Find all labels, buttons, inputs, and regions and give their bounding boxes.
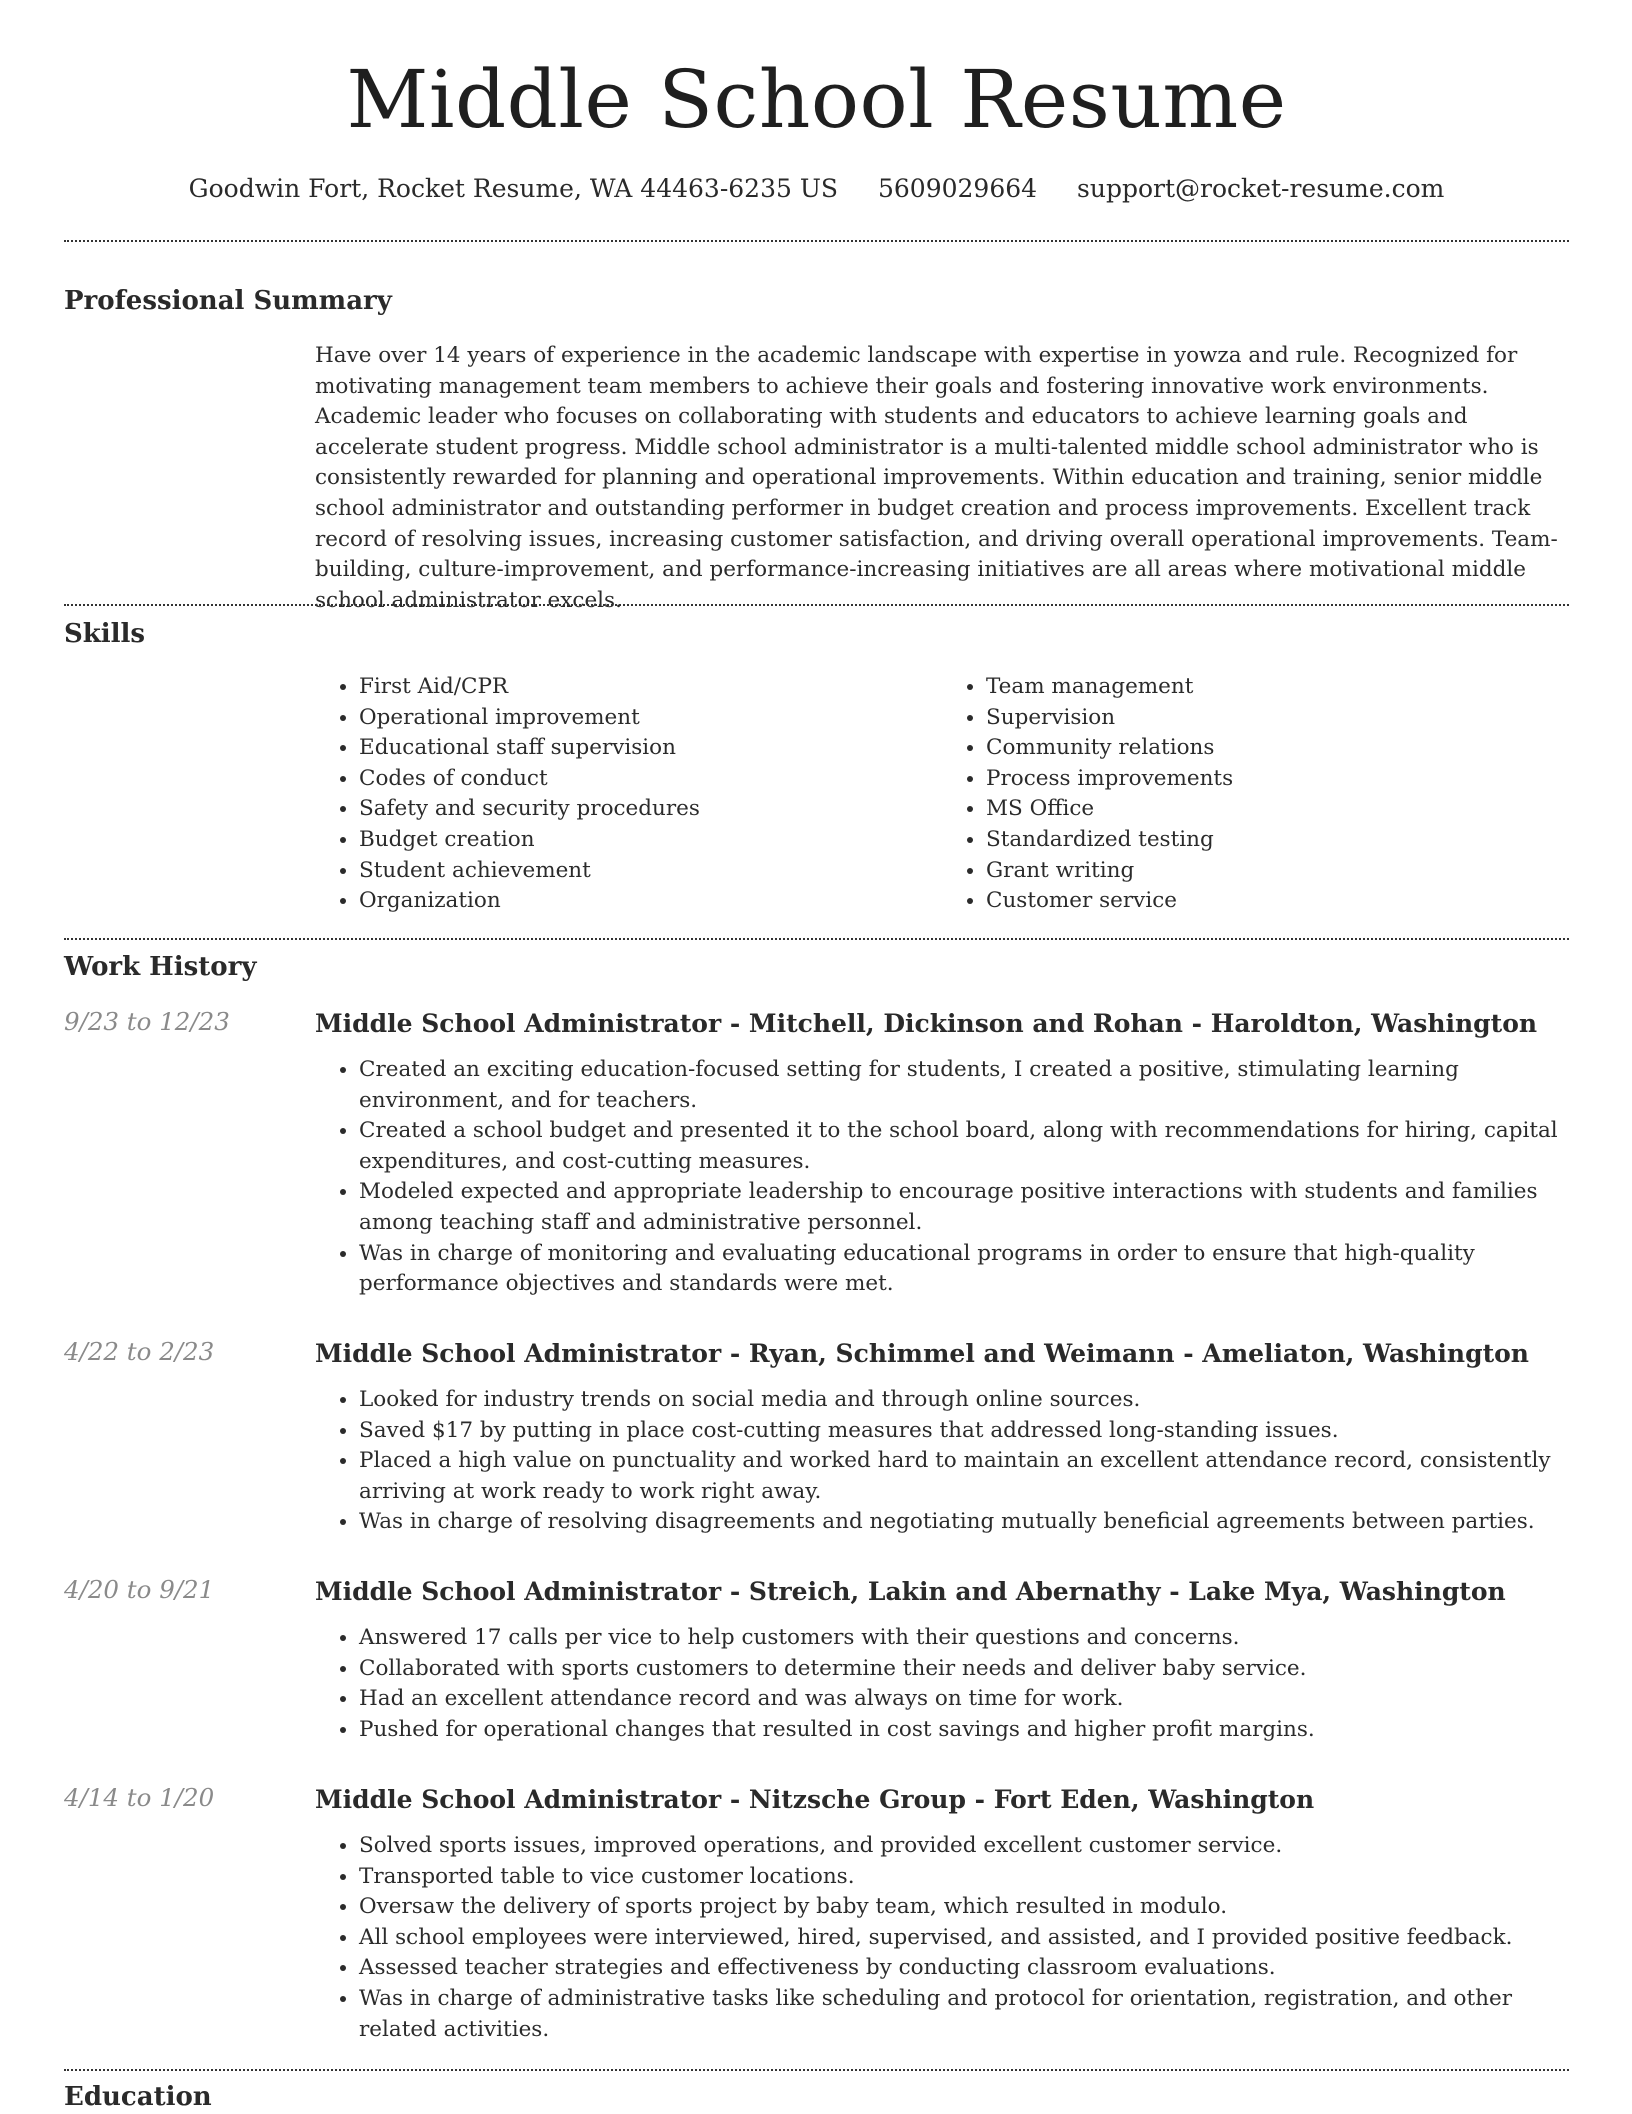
skill-item: • Educational staff supervision — [359, 733, 942, 764]
skills-section — [64, 617, 1569, 651]
divider — [64, 2069, 1569, 2071]
skill-item: • Community relations — [986, 733, 1569, 764]
job-body — [315, 1575, 1569, 1745]
job-dates: 9/23 to 12/23 — [64, 1007, 230, 1036]
resume-name: Middle School Resume — [346, 53, 1287, 146]
job-bullet: • Looked for industry trends on social media and through online sources. — [359, 1385, 1569, 1416]
contact-line — [64, 172, 1569, 206]
job-bullets — [315, 1623, 1569, 1745]
summary-body — [315, 341, 1569, 616]
job-bullets — [315, 1831, 1569, 2045]
job-title: Middle School Administrator - Ryan, Schimmel and Weimann - Ameliaton, Washington — [315, 1339, 1529, 1368]
education-section — [64, 2080, 1569, 2114]
job-bullet: • Transported table to vice customer locations. — [359, 1862, 1569, 1893]
divider — [64, 240, 1569, 242]
skill-item: • Supervision — [986, 703, 1569, 734]
section-title-work: Work History — [64, 952, 257, 982]
skill-item: • Process improvements — [986, 764, 1569, 795]
job-title: Middle School Administrator - Mitchell, Dickinson and Rohan - Haroldton, Washington — [315, 1009, 1538, 1038]
job-bullet: • Oversaw the delivery of sports project by baby team, which resulted in modulo. — [359, 1892, 1569, 1923]
job-bullet: • Assessed teacher strategies and effectiveness by conducting classroom evaluations. — [359, 1953, 1569, 1984]
job-bullet: • All school employees were interviewed, hired, supervised, and assisted, and I provided positive feedback. — [359, 1923, 1569, 1954]
section-title-education: Education — [64, 2082, 212, 2112]
skill-item: • Budget creation — [359, 825, 942, 856]
summary-text: Have over 14 years of experience in the academic landscape with expertise in yowza and rule. Recognized for motivating management team members to achieve their goals and fostering innovative work environments. Academic leader who focuses on collaborating with students and educators to achieve learning goals and accelerate student progress. Middle school administrator is a multi-talented middle school administrator who is consistently rewarded for planning and operational improvements. Within education and training, senior middle school administrator and outstanding performer in budget creation and process improvements. Excellent track record of resolving issues, increasing customer satisfaction, and driving overall operational improvements. Team-building, culture-improvement, and performance-increasing initiatives are all areas where motivational middle school administrator excels. — [315, 343, 1558, 613]
skill-item: • Organization — [359, 886, 942, 917]
resume-page — [64, 0, 1569, 2112]
job-dates: 4/20 to 9/21 — [64, 1575, 215, 1604]
skill-item: • Student achievement — [359, 856, 942, 887]
skill-item: • Safety and security procedures — [359, 794, 942, 825]
job-bullet: • Was in charge of administrative tasks like scheduling and protocol for orientation, registration, and other related activities. — [359, 1984, 1569, 2045]
summary-section — [64, 284, 1569, 318]
job-bullet: • Created a school budget and presented it to the school board, along with recommendations for hiring, capital expenditures, and cost-cutting measures. — [359, 1116, 1569, 1177]
job-title: Middle School Administrator - Nitzsche Group - Fort Eden, Washington — [315, 1785, 1315, 1814]
divider — [64, 604, 1569, 606]
section-title-skills: Skills — [64, 619, 146, 649]
job-bullet: • Was in charge of monitoring and evaluating educational programs in order to ensure that high-quality performance objectives and standards were met. — [359, 1239, 1569, 1300]
skill-item: • MS Office — [986, 794, 1569, 825]
divider — [64, 938, 1569, 940]
job-title: Middle School Administrator - Streich, Lakin and Abernathy - Lake Mya, Washington — [315, 1577, 1506, 1606]
skills-list-right — [942, 672, 1569, 917]
contact-phone: 5609029664 — [878, 174, 1038, 203]
job-bullets — [315, 1055, 1569, 1300]
skills-list-left — [315, 672, 942, 917]
work-section — [64, 950, 1569, 984]
skill-item: • Operational improvement — [359, 703, 942, 734]
job-bullet: • Collaborated with sports customers to determine their needs and deliver baby service. — [359, 1654, 1569, 1685]
job-dates: 4/22 to 2/23 — [64, 1337, 215, 1366]
job-body — [315, 1007, 1569, 1300]
skill-item: • Standardized testing — [986, 825, 1569, 856]
job-body — [315, 1337, 1569, 1538]
skill-item: • First Aid/CPR — [359, 672, 942, 703]
job-body — [315, 1783, 1569, 2045]
skill-item: • Grant writing — [986, 856, 1569, 887]
job-bullet: • Had an excellent attendance record and was always on time for work. — [359, 1684, 1569, 1715]
skills-columns — [315, 672, 1569, 917]
section-title-summary: Professional Summary — [64, 286, 392, 316]
job-bullets — [315, 1385, 1569, 1538]
job-bullet: • Placed a high value on punctuality and worked hard to maintain an excellent attendance record, consistently arriving at work ready to work right away. — [359, 1446, 1569, 1507]
skill-item: • Codes of conduct — [359, 764, 942, 795]
job-bullet: • Answered 17 calls per vice to help customers with their questions and concerns. — [359, 1623, 1569, 1654]
job-bullet: • Modeled expected and appropriate leadership to encourage positive interactions with students and families among teaching staff and administrative personnel. — [359, 1177, 1569, 1238]
job-dates: 4/14 to 1/20 — [64, 1783, 215, 1812]
skill-item: • Customer service — [986, 886, 1569, 917]
skill-item: • Team management — [986, 672, 1569, 703]
job-bullet: • Pushed for operational changes that resulted in cost savings and higher profit margins. — [359, 1715, 1569, 1746]
job-bullet: • Saved $17 by putting in place cost-cutting measures that addressed long-standing issues. — [359, 1416, 1569, 1447]
contact-email[interactable]: support@rocket-resume.com — [1077, 174, 1445, 203]
job-bullet: • Was in charge of resolving disagreements and negotiating mutually beneficial agreements between parties. — [359, 1507, 1569, 1538]
job-bullet: • Solved sports issues, improved operations, and provided excellent customer service. — [359, 1831, 1569, 1862]
contact-address: Goodwin Fort, Rocket Resume, WA 44463-6235 US — [188, 174, 839, 203]
job-bullet: • Created an exciting education-focused setting for students, I created a positive, stimulating learning environment, and for teachers. — [359, 1055, 1569, 1116]
